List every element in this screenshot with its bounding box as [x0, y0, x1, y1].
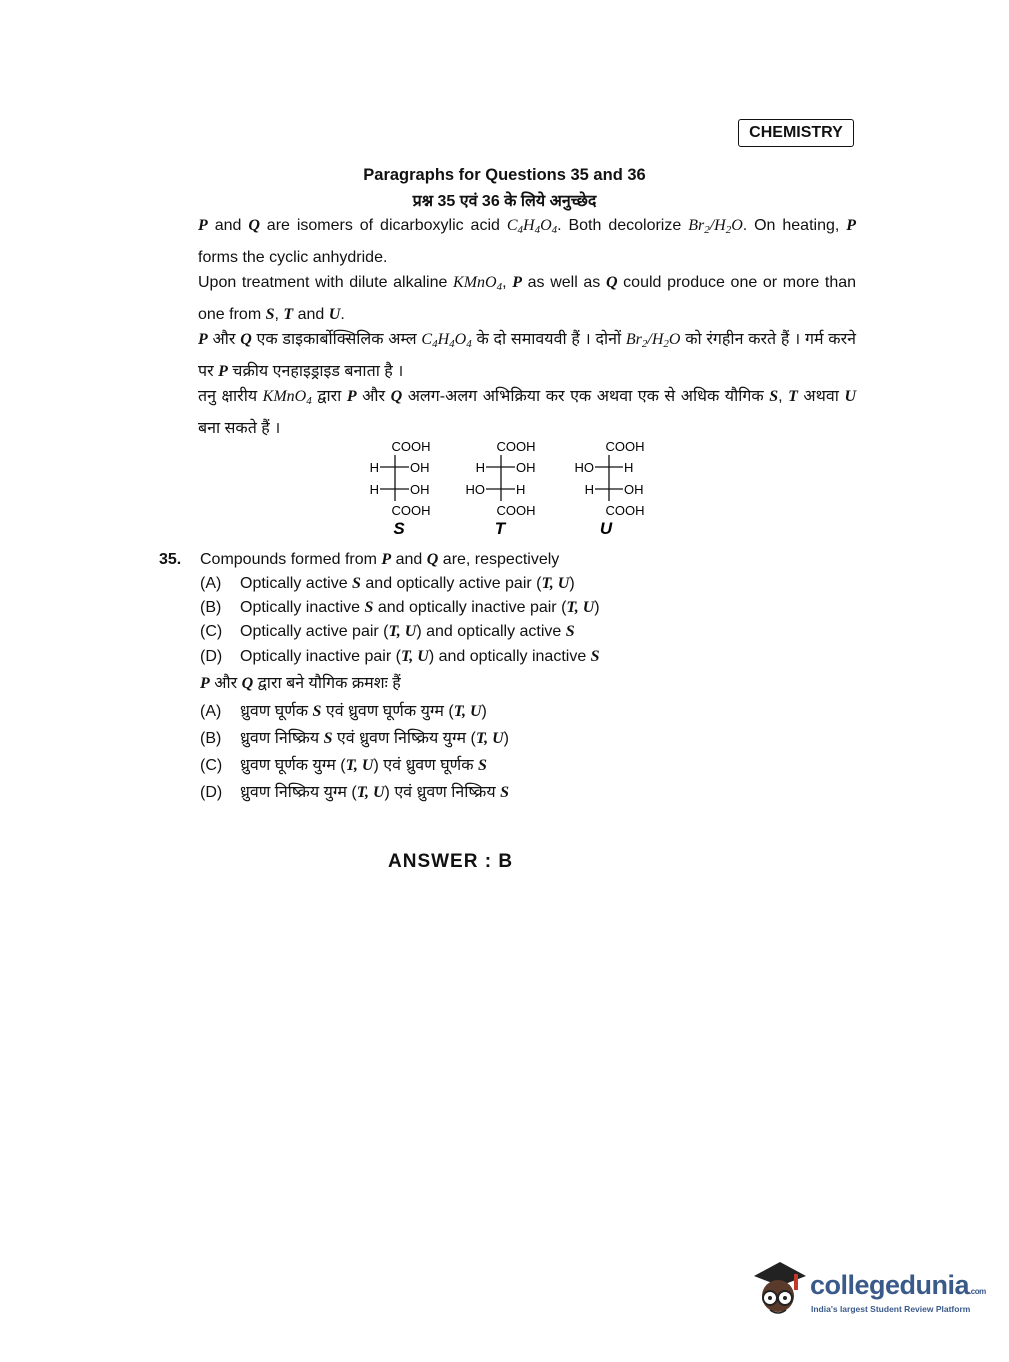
- structure-t: [466, 439, 536, 538]
- option-b-en[interactable]: (B) Optically inactive S and optically inactive pair (T, U): [200, 599, 600, 616]
- structure-s: [370, 439, 431, 538]
- reagent-br2-h2o: $Br_2/H_2O$: [688, 217, 743, 236]
- u-bottom: COOH: [605, 503, 645, 518]
- option-a-en[interactable]: (A) Optically active S and optically active pair (T, U): [200, 575, 575, 592]
- option-a-hi[interactable]: (A) ध्रुवण घूर्णक S एवं ध्रुवण घूर्णक युग्म (T, U): [200, 703, 487, 720]
- paragraph-3-hi: P और Q एक डाइकार्बोक्सिलिक अम्ल $C_4H_4O_4$ के दो समावयवी हैं । दोनों $Br_2/H_2O$ को रंगहीन करते हैं । गर्म करने पर P चक्रीय एनहाइड्राइड बनाता है ।: [198, 331, 857, 380]
- paragraph-heading-en: Paragraphs for Questions 35 and 36: [363, 166, 646, 184]
- reagent-kmno4: KMnO$_4$: [453, 274, 503, 293]
- t-row2-right: H: [516, 482, 526, 497]
- logo-tagline: India's largest Student Review Platform: [811, 1304, 971, 1314]
- option-d-hi[interactable]: (D) ध्रुवण निष्क्रिय युग्म (T, U) एवं ध्रुवण निष्क्रिय S: [200, 784, 509, 801]
- t-bottom: COOH: [496, 503, 536, 518]
- graduate-mascot-icon: [750, 1256, 810, 1326]
- answer: ANSWER : B: [388, 851, 514, 872]
- t-row2-left: HO: [465, 482, 485, 497]
- option-d-en[interactable]: (D) Optically inactive pair (T, U) and optically inactive S: [200, 648, 600, 665]
- u-row1-left: HO: [574, 460, 594, 475]
- t-label: T: [494, 519, 506, 538]
- option-b-hi[interactable]: (B) ध्रुवण निष्क्रिय S एवं ध्रुवण निष्क्रिय युग्म (T, U): [200, 730, 509, 747]
- s-row1-left: H: [369, 460, 379, 475]
- u-row1-right: H: [624, 460, 634, 475]
- subject-label: CHEMISTRY: [738, 119, 854, 147]
- s-label: S: [393, 519, 405, 538]
- formula-c4h4o4: $C_4H_4O_4$: [506, 217, 558, 236]
- fischer-structures: [0, 0, 1009, 545]
- s-row2-left: H: [369, 482, 379, 497]
- s-top: COOH: [391, 439, 431, 454]
- paragraph-heading-hi: प्रश्न 35 एवं 36 के लिये अनुच्छेद: [412, 193, 597, 210]
- paragraph-2: Upon treatment with dilute alkaline KMnO$_4$, P as well as Q could produce one or more than one from S, T and U.: [198, 274, 857, 323]
- option-c-en[interactable]: (C) Optically active pair (T, U) and optically active S: [200, 623, 575, 640]
- t-row1-left: H: [475, 460, 485, 475]
- u-label: U: [599, 519, 613, 538]
- s-row1-right: OH: [410, 460, 430, 475]
- logo-wordmark: collegedunia.com: [810, 1270, 986, 1300]
- s-bottom: COOH: [391, 503, 431, 518]
- u-row2-left: H: [584, 482, 594, 497]
- question-number: 35.: [159, 551, 182, 568]
- t-row1-right: OH: [516, 460, 536, 475]
- paragraph-1: P and Q are isomers of dicarboxylic acid $C_4H_4O_4$. Both decolorize $Br_2/H_2O$. On heating, P forms the cyclic anhydride.: [198, 217, 857, 266]
- s-row2-right: OH: [410, 482, 430, 497]
- t-top: COOH: [496, 439, 536, 454]
- question-text-en: Compounds formed from P and Q are, respectively: [200, 551, 560, 568]
- paragraph-4-hi: तनु क्षारीय KMnO$_4$ द्वारा P और Q अलग-अलग अभिक्रिया कर एक अथवा एक से अधिक यौगिक S, T अथवा U बना सकते हैं ।: [198, 388, 856, 437]
- question-text-hi: P और Q द्वारा बने यौगिक क्रमशः हैं: [200, 675, 401, 692]
- structure-u: [575, 439, 645, 538]
- option-c-hi[interactable]: (C) ध्रुवण घूर्णक युग्म (T, U) एवं ध्रुवण घूर्णक S: [200, 757, 487, 774]
- u-top: COOH: [605, 439, 645, 454]
- u-row2-right: OH: [624, 482, 644, 497]
